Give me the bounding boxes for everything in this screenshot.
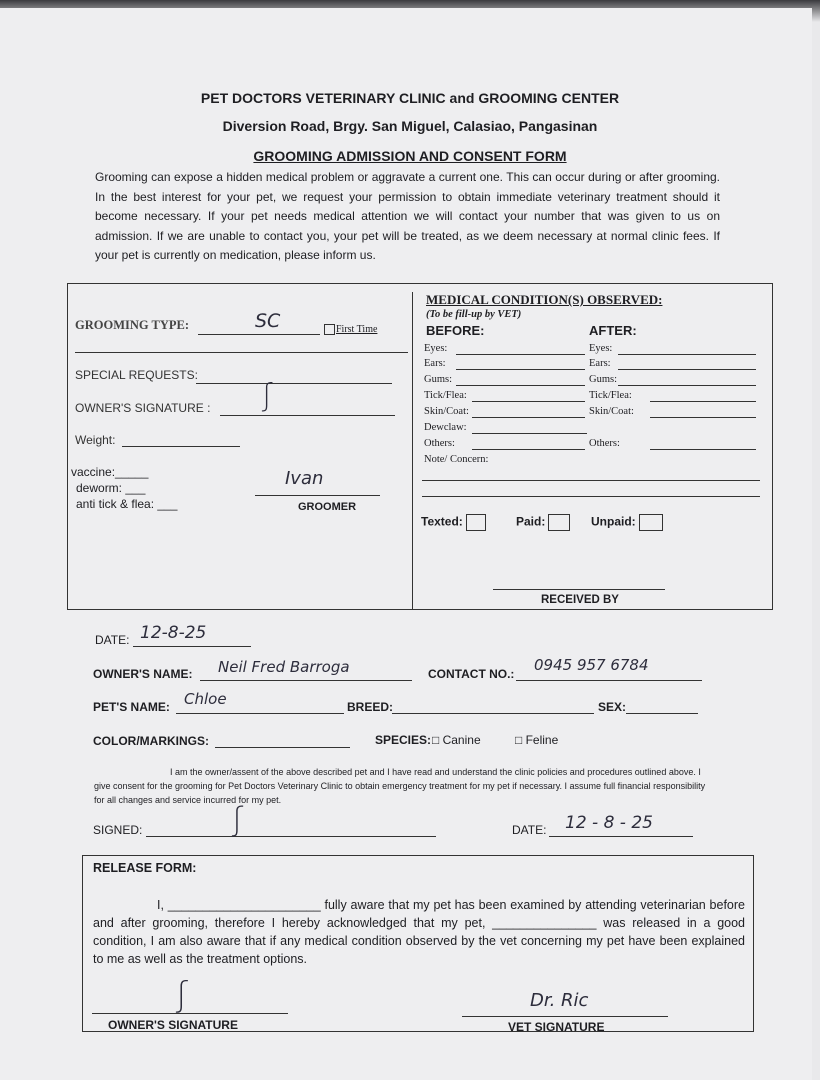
after-item-label: Tick/Flea: xyxy=(589,390,632,401)
after-item-label: Skin/Coat: xyxy=(589,406,634,417)
feline-option[interactable]: □ Feline xyxy=(515,733,559,747)
note-line-1[interactable] xyxy=(422,480,760,481)
clinic-name: PET DOCTORS VETERINARY CLINIC and GROOMING CENTER xyxy=(200,90,620,106)
before-item-label: Tick/Flea: xyxy=(424,390,467,401)
after-item-label: Eyes: xyxy=(589,343,613,354)
note-label: Note/ Concern: xyxy=(424,454,489,465)
before-item-label: Others: xyxy=(424,438,455,449)
special-requests-label: SPECIAL REQUESTS: xyxy=(75,368,198,382)
box-divider xyxy=(412,292,413,609)
pet-name-label: PET'S NAME: xyxy=(93,700,170,714)
release-title: RELEASE FORM: xyxy=(93,861,197,875)
unpaid-checkbox[interactable] xyxy=(639,514,663,531)
first-time-label: First Time xyxy=(336,324,378,335)
feline-label: Feline xyxy=(525,733,559,747)
after-item-label: Gums: xyxy=(589,374,618,385)
texted-label: Texted: xyxy=(421,514,463,529)
before-item-line[interactable] xyxy=(472,433,587,434)
release-owner-scribble: ʃ xyxy=(176,975,188,1015)
medical-title: MEDICAL CONDITION(S) OBSERVED: xyxy=(426,292,663,307)
after-item-line[interactable] xyxy=(650,417,756,418)
canine-option[interactable]: □ Canine xyxy=(432,733,481,747)
groomer-value[interactable]: Ivan xyxy=(285,468,324,489)
vet-signature-value[interactable]: Dr. Ric xyxy=(530,990,589,1011)
canine-label: Canine xyxy=(442,733,481,747)
release-text: I, ______________________ fully aware that my pet has been examined by attending veterinarian before and after grooming, therefore I hereby acknowledged that my pet, _______________ was released in a good condition, I am also aware that if any medical condition observed by the vet concerning my pet have been explained to me as well as the treatment options. xyxy=(93,898,745,966)
texted-checkbox[interactable] xyxy=(466,514,486,531)
grooming-type-value[interactable]: SC xyxy=(255,310,281,332)
before-item-label: Gums: xyxy=(424,374,453,385)
after-label: AFTER: xyxy=(589,323,637,338)
breed-line[interactable] xyxy=(392,713,594,714)
before-item-line[interactable] xyxy=(456,385,585,386)
deworm-label: deworm: ___ xyxy=(76,481,146,495)
owner-signature-line[interactable] xyxy=(220,415,395,416)
first-time-option[interactable] xyxy=(324,324,377,335)
signed-date-label: DATE: xyxy=(512,823,547,837)
after-item-line[interactable] xyxy=(618,369,756,370)
groomer-label: GROOMER xyxy=(298,501,357,513)
anti-tick-label: anti tick & flea: ___ xyxy=(76,497,178,511)
before-item-line[interactable] xyxy=(472,401,585,402)
color-line[interactable] xyxy=(215,747,350,748)
weight-line[interactable] xyxy=(122,446,240,447)
before-item-line[interactable] xyxy=(472,449,585,450)
grooming-type-line xyxy=(198,334,320,335)
after-item-line[interactable] xyxy=(650,449,756,450)
sex-line[interactable] xyxy=(626,713,698,714)
after-item-line[interactable] xyxy=(618,354,756,355)
before-item-line[interactable] xyxy=(456,354,585,355)
weight-label: Weight: xyxy=(75,433,116,447)
clinic-address: Diversion Road, Brgy. San Miguel, Calasiao, Pangasinan xyxy=(222,118,598,134)
vaccine-text: vaccine: xyxy=(71,465,116,479)
paid-checkbox[interactable] xyxy=(548,514,570,531)
paid-field[interactable] xyxy=(516,514,570,531)
breed-label: BREED: xyxy=(347,700,394,714)
after-item-label: Others: xyxy=(589,438,620,449)
before-item-label: Dewclaw: xyxy=(424,422,467,433)
groomer-line xyxy=(255,495,380,496)
signed-date-value[interactable]: 12 - 8 - 25 xyxy=(565,813,653,833)
paid-label: Paid: xyxy=(516,514,546,529)
contact-value[interactable]: 0945 957 6784 xyxy=(534,656,649,674)
form-title: GROOMING ADMISSION AND CONSENT FORM xyxy=(253,148,567,164)
texted-field[interactable] xyxy=(421,514,486,531)
medical-subtitle: (To be fill-up by VET) xyxy=(426,309,522,320)
grooming-type-extra-line xyxy=(75,352,408,353)
release-owner-signature-line[interactable] xyxy=(92,1013,288,1014)
owner-signature-label: OWNER'S SIGNATURE : xyxy=(75,401,211,415)
after-item-line[interactable] xyxy=(618,385,756,386)
owner-name-label: OWNER'S NAME: xyxy=(93,667,193,681)
vet-signature-label: VET SIGNATURE xyxy=(508,1020,605,1034)
received-by-line[interactable] xyxy=(493,589,665,590)
first-time-checkbox[interactable] xyxy=(324,324,335,335)
special-requests-line[interactable] xyxy=(196,383,392,384)
before-item-line[interactable] xyxy=(472,417,585,418)
unpaid-field[interactable] xyxy=(591,514,663,531)
signed-label: SIGNED: xyxy=(93,823,143,837)
grooming-type-label: GROOMING TYPE: xyxy=(75,318,190,332)
date-value[interactable]: 12-8-25 xyxy=(140,623,207,643)
pet-name-value[interactable]: Chloe xyxy=(184,690,227,708)
anti-tick-text: anti tick & flea: xyxy=(76,497,155,511)
release-owner-signature-label: OWNER'S SIGNATURE xyxy=(108,1018,238,1032)
consent-text: I am the owner/assent of the above described pet and I have read and understand the clinic policies and procedures outlined above. I give consent for the grooming for Pet Doctors Veterinary Clinic to obtain emergency treatment for my pet if necessary. I assume full financial responsibility for all changes and service incurred for my pet. xyxy=(94,767,706,805)
contact-label: CONTACT NO.: xyxy=(428,667,515,681)
signed-line[interactable] xyxy=(146,836,436,837)
before-item-label: Ears: xyxy=(424,358,446,369)
intro-paragraph: Grooming can expose a hidden medical problem or aggravate a current one. This can occur during or after grooming. In the best interest for your pet, we request your permission to obtain immediate veterinary treatment should it become necessary. If your pet needs medical attention we will contact your number that was given to us on admission. If we are unable to contact you, your pet will be treated, as we deem necessary at normal clinic fees. If your pet is currently on medication, please inform us. xyxy=(95,170,720,262)
owner-name-line xyxy=(200,680,412,681)
date-label: DATE: xyxy=(95,633,130,647)
before-item-line[interactable] xyxy=(456,369,585,370)
after-item-label: Ears: xyxy=(589,358,611,369)
color-label: COLOR/MARKINGS: xyxy=(93,734,209,748)
deworm-text: deworm: xyxy=(76,481,123,495)
species-label: SPECIES: xyxy=(375,733,432,747)
before-item-label: Eyes: xyxy=(424,343,448,354)
signed-scribble: ʃ xyxy=(232,800,243,838)
contact-line xyxy=(516,680,702,681)
note-line-2[interactable] xyxy=(422,496,760,497)
date-line xyxy=(133,646,251,647)
owner-name-value[interactable]: Neil Fred Barroga xyxy=(218,658,350,676)
vaccine-label: vaccine:_____ xyxy=(71,465,149,479)
owner-signature-scribble: ʃ xyxy=(262,378,273,413)
signed-date-line xyxy=(549,836,693,837)
pet-name-line xyxy=(176,713,344,714)
vet-signature-line xyxy=(462,1016,668,1017)
sex-label: SEX: xyxy=(598,700,627,714)
after-item-line[interactable] xyxy=(650,401,756,402)
received-by-label: RECEIVED BY xyxy=(541,594,619,606)
before-item-label: Skin/Coat: xyxy=(424,406,469,417)
unpaid-label: Unpaid: xyxy=(591,514,636,529)
before-label: BEFORE: xyxy=(426,323,485,338)
